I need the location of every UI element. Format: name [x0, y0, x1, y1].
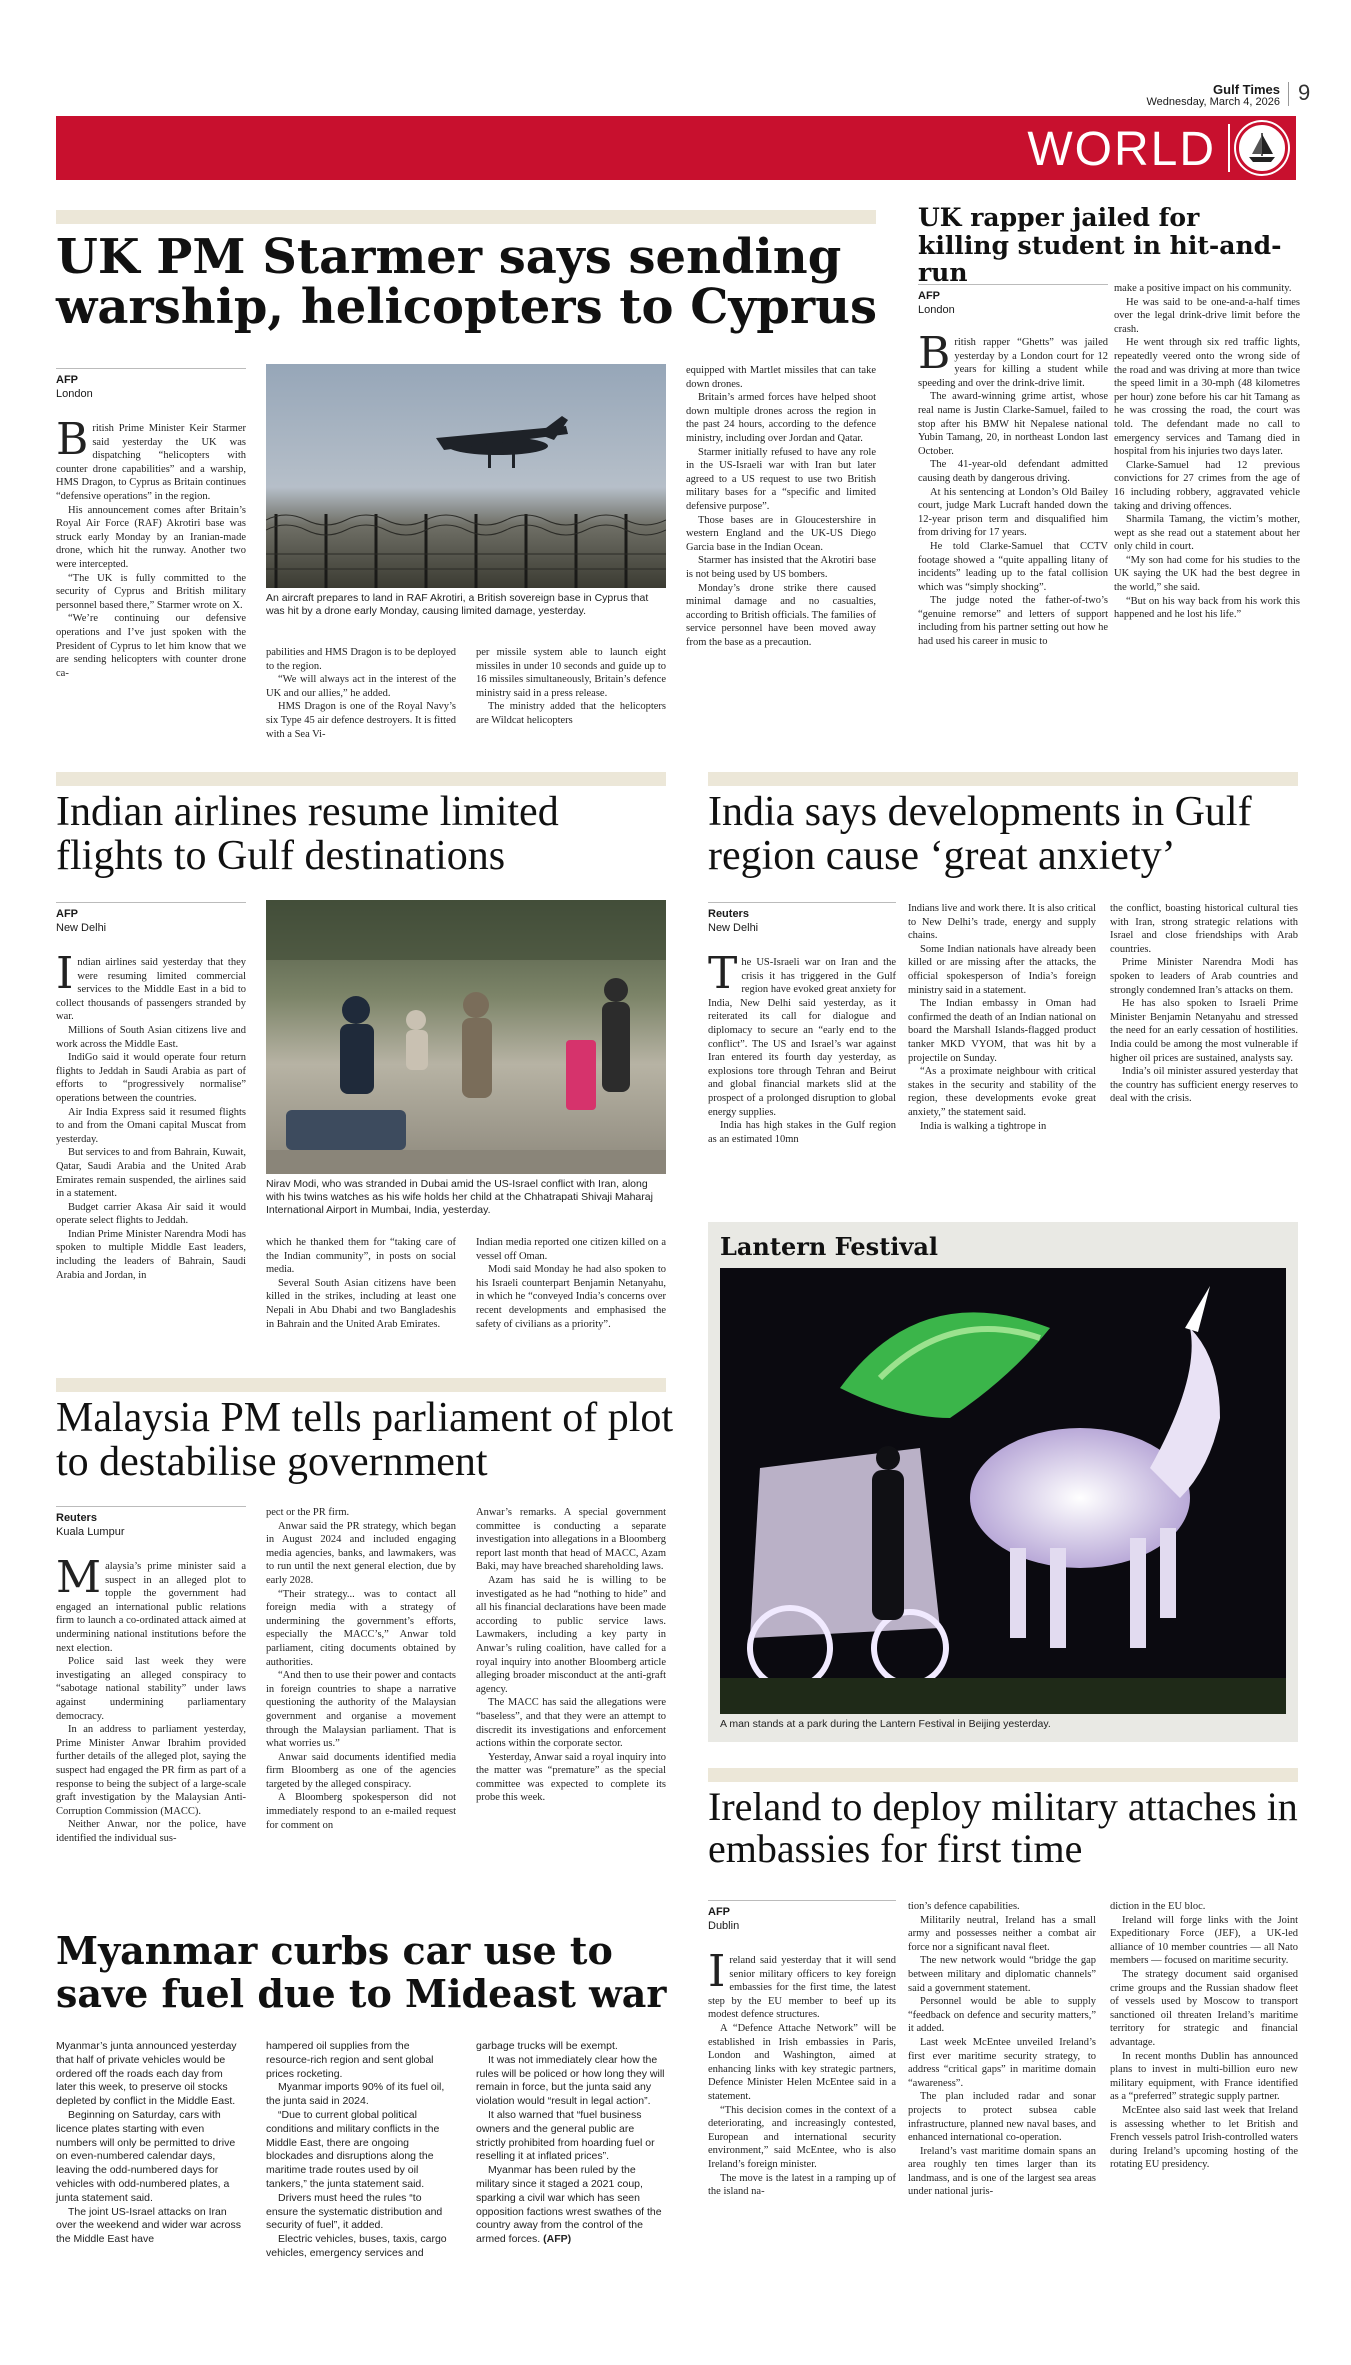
paragraph: The move is the latest in a ramping up of the island na- [708, 2172, 896, 2198]
paragraph: Last week McEntee unveiled Ireland’s first ever maritime security strategy, to address “critical gaps” in maritime domain “awareness”. [908, 2036, 1096, 2089]
article-column [1110, 902, 1298, 1106]
article-column [708, 948, 896, 1146]
paragraph: which he thanked them for “taking care of the Indian community”, in posts on social media. [266, 1237, 456, 1276]
paragraph: Modi said Monday he had also spoken to his Israeli counterpart Benjamin Netanyahu, in which he “conveyed India’s concerns over recent developments and emphasised the safety of civilians as a priority”. [476, 1264, 666, 1330]
paragraph: Budget carrier Akasa Air said it would operate select flights to Jeddah. [56, 1201, 246, 1227]
photo-caption: A man stands at a park during the Lantern Festival in Beijing yesterday. [720, 1718, 1051, 1730]
paragraph: IndiGo said it would operate four return flights to Jeddah in Saudi Arabia as part of efforts to “progressively normalise” operations between the countries. [56, 1052, 246, 1104]
paragraph: Millions of South Asian citizens live and work across the Middle East. [56, 1024, 246, 1050]
paragraph: The award-winning grime artist, whose real name is Justin Clarke-Samuel, failed to stop after his BMW hit Nepalese national Yubin Tamang, 20, in northeast London last October. [918, 391, 1108, 457]
paragraph: He went through six red traffic lights, repeatedly veered onto the wrong side of the road and was driving at more than twice the speed limit in a 30-mph (48 kilometres per hour) zone before his car hit Tamang as he was crossing the road, the court was told. The defendant made no call to emergency services and Tamang died in hospital from his injuries two days later. [1114, 337, 1300, 458]
agency: Reuters [56, 1512, 97, 1524]
mumbai-airport-photo [266, 900, 666, 1174]
paragraph: “Their strategy... was to contact all foreign media with a strategy of undermining the government’s efforts, especially the MACC’s,” Anwar told parliament, citing documents obtained by authorities. [266, 1588, 456, 1668]
paragraph: diction in the EU bloc. [1110, 1901, 1206, 1912]
paper-name: Gulf Times [1213, 82, 1280, 97]
paragraph: He has also spoken to Israeli Prime Minister Benjamin Netanyahu and stressed the need for an early cessation of hostilities. India could be among the most vulnerable if higher oil prices are sustained, analysts say. [1110, 998, 1298, 1064]
lantern-title: Lantern Festival [720, 1232, 939, 1261]
headline-malaysia: Malaysia PM tells parliament of plot to destabilise government [56, 1395, 674, 1486]
paragraph: “And then to use their power and contacts in foreign countries to shape a narrative questioning the authority of the Malaysian government and organise a movement through the Malaysian parliament. That is what worries us.” [266, 1670, 456, 1750]
paragraph: “Due to current global political conditions and military conflicts in the Middle East, there are ongoing blockades and disruptions along the maritime trade routes used by oil tankers,” the junta statement said. [266, 2108, 440, 2190]
paragraph: Britain’s armed forces have helped shoot down multiple drones across the region in the past 24 hours, according to the defence ministry, including over Jordan and Qatar. [686, 392, 876, 444]
paragraph: The 41-year-old defendant admitted causing death by dangerous driving. [918, 459, 1108, 484]
paragraph: Beginning on Saturday, cars with licence plates starting with even numbers will only be permitted to drive on even-numbered calendar days, leaving the odd-numbered days for vehicles with odd-numbered plates, a junta statement said. [56, 2108, 236, 2204]
dateline: London [918, 304, 955, 316]
article-column [56, 2040, 246, 2247]
paragraph: “We will always act in the interest of the UK and our allies,” he added. [266, 674, 456, 699]
dateline: London [56, 388, 93, 400]
paragraph: The judge noted the father-of-two’s “genuine remorse” and letters of support including from his partner setting out how he had used his career in music to [918, 595, 1108, 648]
article-column [266, 1506, 456, 1832]
paragraph: Myanmar’s junta announced yesterday that half of private vehicles would be ordered off the roads each day from later this week, to preserve oil stocks depleted by conflict in the Middle East. [56, 2040, 237, 2108]
paragraph: It was not immediately clear how the rules will be policed or how long they will remain in force, but the junta said any violation would “result in legal action”. [476, 2053, 665, 2108]
paragraph: Air India Express said it resumed flights to and from the Omani capital Muscat from yesterday. [56, 1106, 246, 1145]
article-column [266, 1236, 456, 1331]
paragraph: Myanmar has been ruled by the military since it staged a 2021 coup, sparking a civil war which has seen opposition factions wrest swathes of the country away from the control of the armed forces. (AFP) [476, 2164, 662, 2246]
article-column [266, 646, 456, 741]
paragraph: British Prime Minister Keir Starmer said yesterday the UK was dispatching “helicopters with counter drone capabilities” and a warship, HMS Dragon, to Cyprus as Britain continues “defensive operations” in the region. [56, 414, 246, 502]
akrotiri-aircraft-photo [266, 364, 666, 588]
byline-airlines [56, 902, 246, 935]
headline-indian-airlines: Indian airlines resume limited flights to Gulf destinations [56, 789, 559, 880]
paragraph: Electric vehicles, buses, taxis, cargo vehicles, emergency services and [266, 2233, 447, 2259]
paragraph: Anwar said documents identified media firm Bloomberg as one of the agencies targeted by the alleged conspiracy. [266, 1751, 456, 1790]
article-column [1110, 1900, 1298, 2172]
dateline: New Delhi [56, 922, 107, 934]
paragraph: India has high stakes in the Gulf region as an estimated 10mn [708, 1120, 896, 1145]
paragraph: His announcement comes after Britain’s Royal Air Force (RAF) Akrotiri base was struck early Monday by an Iranian-made drone, which hit the runway. Another two were intercepted. [56, 504, 246, 570]
paragraph: India is walking a tightrope in [920, 1120, 1047, 1132]
paragraph: HMS Dragon is one of the Royal Navy’s six Type 45 air defence destroyers. It is fitted with a Sea Vi- [266, 701, 456, 740]
paragraph: make a positive impact on his community. [1114, 283, 1292, 294]
paragraph: Police said last week they were investigating an alleged conspiracy to “sabotage national stability” under laws against undermining parliamentary democracy. [56, 1656, 246, 1722]
paragraph: The joint US-Israel attacks on Iran over the weekend and wider war across the Middle East have [56, 2205, 242, 2246]
section-band [56, 116, 1296, 180]
paragraph: “My son had come for his studies to the UK saying the UK had the best degree in the world,” she said. [1114, 554, 1300, 594]
byline-starmer [56, 368, 246, 401]
article-column [476, 2040, 666, 2247]
section-rule [708, 1768, 1298, 1782]
paragraph: India’s oil minister assured yesterday that the country has sufficient energy reserves to deal with the crisis. [1110, 1066, 1298, 1105]
paragraph: Anwar’s remarks. A special government committee is conducting a separate investigation into allegations in a Bloomberg report last month that head of MACC, Azam Baki, may have breached shareholding laws. [476, 1507, 666, 1573]
paragraph: Indian airlines said yesterday that they were resuming limited commercial services to the Middle East in a bid to collect thousands of passengers stranded by war. [56, 948, 246, 1023]
headline-myanmar: Myanmar curbs car use to save fuel due to Mideast war [56, 1928, 667, 2016]
article-column [908, 902, 1096, 1133]
paragraph: Indian Prime Minister Narendra Modi has spoken to multiple Middle East leaders, including the leaders of Bahrain, Saudi Arabia and Jordan, in [56, 1228, 246, 1281]
page-number: 9 [1298, 80, 1311, 105]
headline-starmer: UK PM Starmer says sending warship, helicopters to Cyprus [56, 229, 878, 336]
dateline: New Delhi [708, 922, 759, 934]
paragraph: The plan included radar and sonar projects to protect subsea cable infrastructure, planned new naval bases, and enhanced international co-operation. [908, 2091, 1096, 2144]
paragraph: Prime Minister Narendra Modi has spoken to leaders of Arab countries and strongly condemned Iran’s attacks on them. [1110, 957, 1298, 996]
article-column [266, 2040, 456, 2261]
section-rule [56, 772, 666, 786]
paragraph: Indian media reported one citizen killed on a vessel off Oman. [476, 1237, 666, 1262]
paragraph: Drivers must heed the rules “to ensure the systematic distribution and security of fuel”, it added. [266, 2191, 443, 2232]
headline-rapper: UK rapper jailed for killing student in hit-and-run [918, 203, 1282, 287]
paragraph: He told Clarke-Samuel that CCTV footage showed a “quite appalling litany of incidents” leading up to the fatal collision which was “simply shocking”. [918, 540, 1108, 593]
paragraph: The Indian embassy in Oman had confirmed the death of an Indian national on board the Marshall Islands-flagged product tanker MKD VYOM, that was hit by a projectile on Sunday. [908, 998, 1096, 1064]
paragraph: pabilities and HMS Dragon is to be deployed to the region. [266, 647, 456, 672]
paragraph: tion’s defence capabilities. [908, 1901, 1020, 1912]
dhow-logo-icon [1236, 122, 1288, 174]
paragraph: Ireland will forge links with the Joint Expeditionary Force (JEF), a UK-led alliance of 10 member countries — all Nato members — focused on maritime security. [1110, 1914, 1298, 1967]
paragraph: Clarke-Samuel had 12 previous convictions for 27 crimes from the age of 16 including robbery, aggravated vehicle taking and driving offences. [1114, 459, 1300, 512]
dateline: Kuala Lumpur [56, 1526, 125, 1538]
byline-malaysia [56, 1506, 246, 1539]
byline-ireland [708, 1900, 896, 1933]
paragraph: The ministry added that the helicopters are Wildcat helicopters [476, 701, 666, 726]
paragraph: Anwar said the PR strategy, which began in August 2024 and included engaging media agencies, banks, and lawmakers, was to run until the next general election, due by early 2028. [266, 1520, 456, 1586]
paragraph: It also warned that “fuel business owners and the general public are strictly prohibited from hoarding fuel or reselling it at inflated prices”. [476, 2108, 655, 2163]
issue-date: Wednesday, March 4, 2026 [1146, 96, 1280, 108]
byline-rapper [918, 284, 1108, 317]
paragraph: Monday’s drone strike there caused minimal damage and no casualties, according to British officials. The families of service personnel have been moved away from the base as a precaution. [686, 582, 876, 648]
paragraph: Starmer initially refused to have any role in the US-Israeli war with Iran but later agreed to a US request to use two British military bases for a “specific and limited defensive purpose”. [686, 446, 876, 512]
paragraph: In recent months Dublin has announced plans to invest in multi-billion euro new military equipment, with France identified as a “preferred” strategic supply partner. [1110, 2050, 1298, 2103]
paragraph: hampered oil supplies from the resource-rich region and sent global prices rocketing. [266, 2040, 434, 2080]
paragraph: Some Indian nationals have already been killed or are missing after the attacks, the official spokesperson of India’s foreign ministry said in a statement. [908, 943, 1096, 996]
paragraph: Neither Anwar, nor the police, have identified the individual sus- [56, 1819, 246, 1844]
masthead-divider [1288, 82, 1289, 106]
article-column [56, 1552, 246, 1845]
article-column [686, 364, 876, 649]
paragraph: Several South Asian citizens have been killed in the strikes, including at least one Nepali in Abu Dhabi and two Bangladeshis in Bahrain and the United Arab Emirates. [266, 1277, 456, 1330]
article-column [476, 646, 666, 728]
paragraph: Those bases are in Gloucestershire in western England and the UK-US Diego Garcia base in the Indian Ocean. [686, 514, 876, 553]
paragraph: garbage trucks will be exempt. [476, 2040, 618, 2052]
section-rule [56, 210, 876, 224]
section-title: WORLD [1027, 123, 1216, 176]
paragraph: Militarily neutral, Ireland has a small army and possesses neither a combat air force nor a significant naval fleet. [908, 1914, 1096, 1953]
headline-ireland: Ireland to deploy military attaches in embassies for first time [708, 1784, 1298, 1871]
article-column [476, 1506, 666, 1805]
paragraph: Indians live and work there. It is also critical to New Delhi’s trade, energy and supply chains. [908, 903, 1096, 942]
paragraph: “But on his way back from his work this happened and he lost his life.” [1114, 595, 1300, 621]
paragraph: “The UK is fully committed to the security of Cyprus and British military personnel based there,” Starmer wrote on X. [56, 572, 246, 611]
paragraph: Ireland’s vast maritime domain spans an area roughly ten times larger than its landmass, and is one of the largest sea areas under national juris- [908, 2145, 1096, 2198]
paragraph: In an address to parliament yesterday, Prime Minister Anwar Ibrahim provided further details of the alleged plot, saying the suspect had engaged the PR firm as part of a response to being the subject of a large-scale graft investigation by the Malaysian Anti-Corruption Commission (MACC). [56, 1724, 246, 1817]
paragraph: Personnel would be able to supply “feedback on defence and security matters,” it added. [908, 1996, 1096, 2035]
paragraph: Sharmila Tamang, the victim’s mother, wept as she read out a statement about her only child in court. [1114, 514, 1300, 553]
paragraph: British rapper “Ghetts” was jailed yesterday by a London court for 12 years for killing a student while speeding and over the drink-drive limit. [918, 328, 1108, 389]
paragraph: A Bloomberg spokesperson did not immediately respond to an e-mailed request for comment on [266, 1792, 456, 1831]
agency: AFP [708, 1906, 730, 1918]
agency: Reuters [708, 908, 749, 920]
agency: AFP [56, 908, 78, 920]
paragraph: pect or the PR firm. [266, 1507, 350, 1518]
headline-india-gulf: India says developments in Gulf region cause ‘great anxiety’ [708, 789, 1252, 880]
paragraph: Malaysia’s prime minister said a suspect in an alleged plot to topple the government had engaged an international public relations firm to launch a co-ordinated attack aimed at undermining national institutions before the next election. [56, 1552, 246, 1654]
paragraph: Starmer has insisted that the Akrotiri base is not being used by US bombers. [686, 555, 876, 580]
article-column [56, 414, 246, 680]
photo-caption: An aircraft prepares to land in RAF Akrotiri, a British sovereign base in Cyprus that was hit by a drone early Monday, causing limited damage, yesterday. [266, 592, 649, 617]
byline-india-gulf [708, 902, 896, 935]
paragraph: McEntee also said last week that Ireland is assessing whether to let British and French vessels patrol Irish-controlled waters during Ireland’s upcoming hosting of the rotating EU presidency. [1110, 2104, 1298, 2171]
article-column [476, 1236, 666, 1331]
paragraph: “We’re continuing our defensive operations and I’ve just spoken with the President of Cyprus to let him know that we are sending helicopters with counter drone ca- [56, 613, 246, 679]
paragraph: The MACC has said the allegations were “baseless”, and that they were an attempt to discredit its investigations and enforcement actions within the corporate sector. [476, 1697, 666, 1750]
paragraph: the conflict, boasting historical cultural ties with Iran, strong strategic relations with Israel and close friendships with Arab countries. [1110, 903, 1298, 955]
paragraph: The new network would “bridge the gap between military and diplomatic channels” said a government statement. [908, 1955, 1096, 1994]
paragraph: The strategy document said organised crime groups and the Russian shadow fleet of vessels used by Moscow to transport sanctioned oil threaten Ireland’s maritime territory for strategic and financial advantage. [1110, 1968, 1298, 2048]
dateline: Dublin [708, 1920, 740, 1932]
paragraph: Ireland said yesterday that it will send senior military officers to key foreign embassies for the first time, the latest step by the EU member to beef up its modest defence structures. [708, 1946, 896, 2021]
paragraph: equipped with Martlet missiles that can take down drones. [686, 365, 876, 390]
paragraph: Myanmar imports 90% of its fuel oil, the junta said in 2024. [266, 2081, 445, 2108]
paragraph: per missile system able to launch eight missiles in under 10 seconds and guide up to 16 missiles simultaneously, Britain’s defence ministry said in a press release. [476, 647, 666, 699]
article-column [1114, 282, 1300, 622]
section-rule [56, 1378, 666, 1392]
paragraph: Yesterday, Anwar said a royal inquiry into the matter was “premature” as the special committee was expected to complete its probe this week. [476, 1751, 666, 1804]
paragraph: But services to and from Bahrain, Kuwait, Qatar, Saudi Arabia and the United Arab Emirates remain suspended, the airlines said in a statement. [56, 1147, 246, 1200]
article-column [908, 1900, 1096, 2199]
agency: AFP [918, 290, 940, 302]
paragraph: Azam has said he is willing to be investigated as he had “nothing to hide” and all his financial declarations have been made according to public service laws. Lawmakers, including a key party in Anwar’s ruling coalition, have called for a royal inquiry into another Bloomberg article alleging broader misconduct at the anti-graft agency. [476, 1574, 666, 1695]
agency: AFP [56, 374, 78, 386]
article-column [708, 1946, 896, 2199]
section-rule [708, 772, 1298, 786]
agency-credit: (AFP) [540, 2233, 572, 2246]
article-column [918, 328, 1108, 649]
photo-caption: Nirav Modi, who was stranded in Dubai amid the US-Israel conflict with Iran, along with his twins watches as his wife holds her child at the Chhatrapati Shivaji Maharaj International Airport in Mumbai, India, yesterday. [266, 1178, 653, 1216]
paragraph: A “Defence Attache Network” will be established in Irish embassies in Paris, London and Washington, aimed at enhancing links with key strategic partners, Defence Minister Helen McEntee said in a statement. [708, 2022, 896, 2102]
paragraph: He was said to be one-and-a-half times over the legal drink-drive limit before the crash. [1114, 296, 1300, 335]
paragraph: The US-Israeli war on Iran and the crisis it has triggered in the Gulf region have evoked great anxiety for India, New Delhi said yesterday, as it reiterated its call for dialogue and diplomacy to secure an “early end to the conflict”. The US and Israel’s war against Iran entered its fourth day yesterday, as explosions tore through Tehran and Beirut and global financial markets slid at the prospect of a prolonged disruption to global energy supplies. [708, 948, 896, 1118]
lantern-unicorn-photo [720, 1268, 1286, 1714]
article-column [56, 948, 246, 1282]
section-separator [1228, 124, 1230, 172]
paragraph: “As a proximate neighbour with critical stakes in the security and stability of the region, these developments evoke great anxiety,” the statement said. [908, 1066, 1096, 1118]
paragraph: “This decision comes in the context of a deteriorating, and increasingly contested, European and international security environment,” said McEntee, who is also Ireland’s foreign minister. [708, 2104, 896, 2170]
paragraph: At his sentencing at London’s Old Bailey court, judge Mark Lucraft handed down the 12-year prison term and disqualified him from driving for 17 years. [918, 486, 1108, 539]
